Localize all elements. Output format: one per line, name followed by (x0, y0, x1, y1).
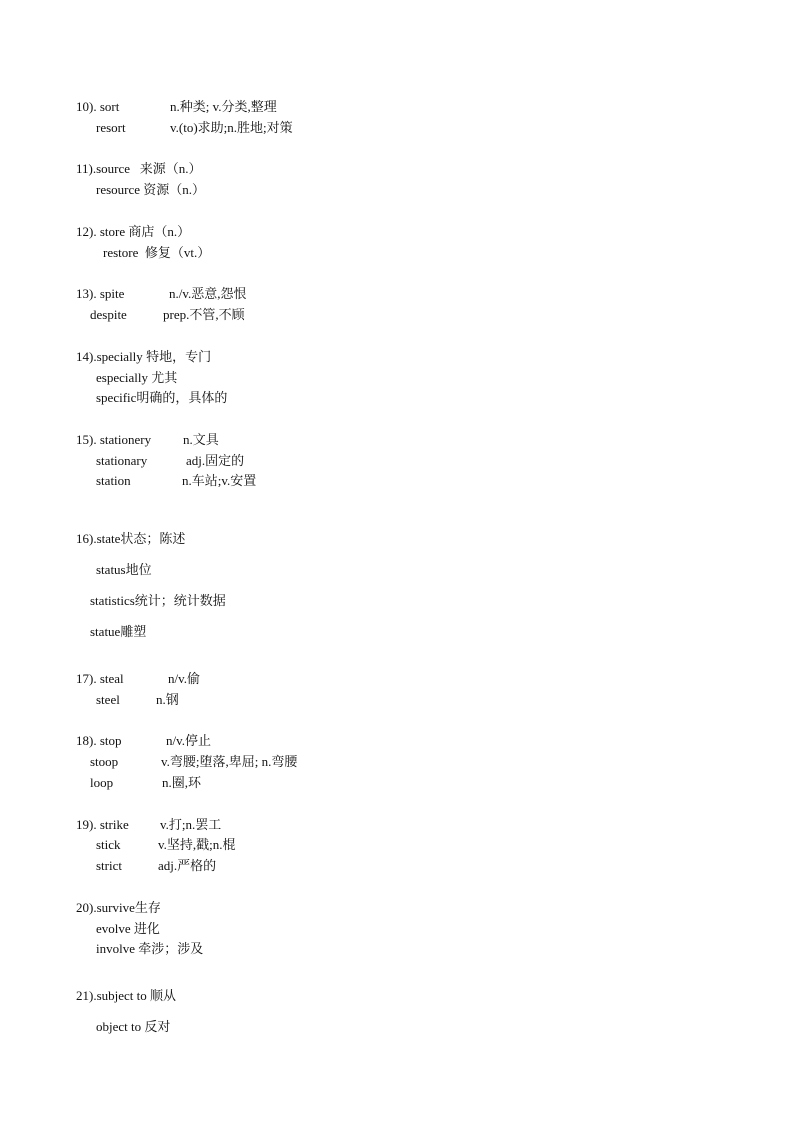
definition: 特地，专门 (146, 349, 212, 364)
entry-12-line-2 (103, 245, 210, 261)
definition: adj.固定的 (186, 453, 245, 468)
definition: 来源（n.） (139, 161, 202, 176)
word: strict (96, 858, 122, 873)
definition: adj.严格的 (158, 858, 217, 873)
definition: 地位 (125, 562, 152, 577)
definition: 修复（vt.） (144, 245, 211, 260)
entry-11-line-2 (96, 182, 205, 198)
word: strike (99, 817, 129, 832)
entry-16-line-4 (90, 624, 146, 640)
entry-number: 10). (76, 99, 97, 114)
word: object to (96, 1019, 142, 1034)
word: spite (99, 286, 125, 301)
definition: 统计；统计数据 (134, 593, 226, 608)
entry-16-line-1 (76, 531, 185, 547)
entry-18-line-1 (76, 733, 122, 749)
definition: 尤其 (151, 370, 178, 385)
entry-13-line-1 (76, 286, 124, 302)
word: state (96, 531, 121, 546)
definition: 生存 (134, 900, 161, 915)
entry-14-line-2 (96, 370, 177, 386)
entry-number: 14). (76, 349, 97, 364)
definition: 进化 (133, 921, 160, 936)
word: statue (90, 624, 121, 639)
entry-12-line-1 (76, 224, 190, 240)
entry-17-line-1 (76, 671, 124, 687)
entry-number: 18). (76, 733, 97, 748)
definition: v.(to)求助;n.胜地;对策 (170, 120, 293, 135)
definition: n.钢 (156, 692, 179, 707)
word: stop (99, 733, 122, 748)
entry-number: 21). (76, 988, 97, 1003)
word: despite (90, 307, 127, 322)
entry-16-line-3 (90, 593, 226, 609)
definition: n./v.恶意,怨恨 (169, 286, 247, 301)
entry-number: 16). (76, 531, 97, 546)
word: statistics (90, 593, 135, 608)
word: stationery (99, 432, 152, 447)
entry-19-line-1 (76, 817, 129, 833)
word: survive (96, 900, 135, 915)
word: stoop (90, 754, 119, 769)
entry-20-line-2 (96, 921, 160, 937)
definition: n.种类; v.分类,整理 (170, 99, 277, 114)
entry-14-line-1 (76, 349, 211, 365)
definition: n.圈,环 (162, 775, 202, 790)
definition: v.弯腰;堕落,卑屈; n.弯腰 (161, 754, 298, 769)
entry-14-line-3 (96, 390, 227, 406)
word: specific (96, 390, 137, 405)
word: sort (99, 99, 120, 114)
definition: v.坚持,戳;n.棍 (158, 837, 236, 852)
entry-21-line-2 (96, 1019, 170, 1035)
entry-10-line-1 (76, 99, 119, 115)
definition: 资源（n.） (143, 182, 206, 197)
word: status (96, 562, 126, 577)
entry-number: 12). (76, 224, 97, 239)
word: stick (96, 837, 121, 852)
word: source (96, 161, 131, 176)
word: loop (90, 775, 114, 790)
entry-20-line-1 (76, 900, 161, 916)
entry-number: 15). (76, 432, 97, 447)
word: subject to (96, 988, 147, 1003)
entry-21-line-1 (76, 988, 176, 1004)
definition: 商店（n.） (128, 224, 191, 239)
word: stationary (96, 453, 148, 468)
entry-16-line-2 (96, 562, 152, 578)
word: restore (103, 245, 139, 260)
definition: n.文具 (183, 432, 219, 447)
word: involve (96, 941, 135, 956)
definition: n.车站;v.安置 (182, 473, 257, 488)
word: store (99, 224, 126, 239)
definition: 反对 (144, 1019, 171, 1034)
entry-15-line-1 (76, 432, 151, 448)
word: steel (96, 692, 120, 707)
definition: 牵涉；涉及 (138, 941, 204, 956)
entry-number: 19). (76, 817, 97, 832)
definition: v.打;n.罢工 (160, 817, 222, 832)
definition: prep.不管,不顾 (163, 307, 245, 322)
word: resource (96, 182, 141, 197)
definition: 雕塑 (120, 624, 147, 639)
definition: 明确的，具体的 (136, 390, 228, 405)
entry-number: 13). (76, 286, 97, 301)
entry-20-line-3 (96, 941, 203, 957)
word: resort (96, 120, 126, 135)
word: steal (99, 671, 124, 686)
entry-number: 20). (76, 900, 97, 915)
word: station (96, 473, 131, 488)
definition: n/v.停止 (166, 733, 212, 748)
word: especially (96, 370, 148, 385)
word: evolve (96, 921, 131, 936)
entry-number: 11). (76, 161, 97, 176)
word: specially (96, 349, 143, 364)
entry-11-line-1 (76, 161, 202, 177)
definition: n/v.偷 (168, 671, 201, 686)
definition: 顺从 (150, 988, 177, 1003)
definition: 状态；陈述 (120, 531, 186, 546)
entry-number: 17). (76, 671, 97, 686)
